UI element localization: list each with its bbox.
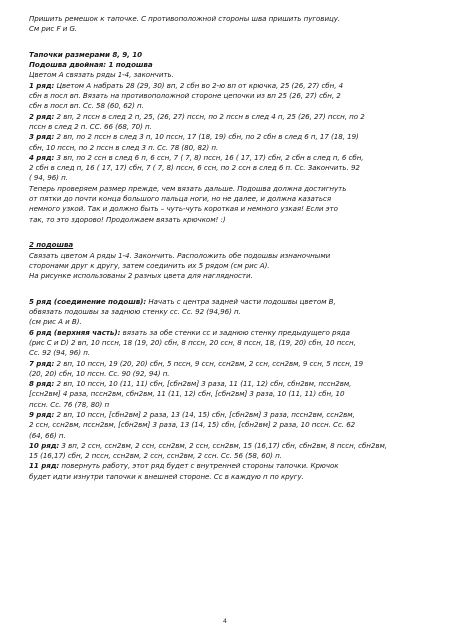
row-1-line: сбн в посл вп. Вязать на противоположной стороне цепочки из вп 25 (26, 27) сбн, 2 (29, 91, 341, 101)
row-4-line: 2 сбн в след п, 16 ( 17, 17) сбн, 7 ( 7, 8) пссн, 6 ссн, по 2 ссн в след 6 п. Сс. Закончить. 92 (29, 163, 360, 173)
row-label: 8 ряд: (29, 379, 55, 389)
row-label: 10 ряд: (29, 440, 60, 450)
sole1-intro: Цветом А связать ряды 1-4, закончить. (29, 70, 174, 80)
row-8-line: 8 ряд: 2 вп, 10 пссн, 10 (11, 11) сбн, [сбн2вм] 3 раза, 11 (11, 12) сбн, сбн2вм, пссн2вм, (29, 379, 352, 389)
sole2-line: На рисунке использованы 2 разных цвета для наглядности. (29, 271, 253, 281)
row-2-line: пссн в след 2 п. СС. 66 (68, 70) п. (29, 121, 152, 131)
note-line: так, то это здорово! Продолжаем вязать крючком! :) (29, 214, 226, 224)
row-label: 11 ряд: (29, 461, 60, 471)
row-10-line: 15 (16,17) сбн, 2 пссн, ссн2вм, 2 ссн, ссн2вм, 2 ссн. Сс. 56 (58, 60) п. (29, 451, 282, 461)
row-11-line: 11 ряд: повернуть работу, этот ряд будет с внутренней стороны тапочки. Крючок (29, 461, 339, 471)
note-line: Теперь проверяем размер прежде, чем вязать дальше. Подошва должна достигнуть (29, 183, 347, 193)
row-9-line: 2 ссн, ссн2вм, пссн2вм, [сбн2вм] 3 раза, 13 (14, 15) сбн, [сбн2вм] 2 раза, 10 пссн. Сс. 62 (29, 420, 356, 430)
note-line: немного узкой. Так и должно быть – чуть-чуть короткая и немного узкая! Если это (29, 204, 338, 214)
row-label: 2 ряд: (29, 111, 55, 121)
row-7-line: (20, 20) сбн, 10 пссн. Сс. 90 (92, 94) п. (29, 368, 170, 378)
intro-line: См рис F и G. (29, 24, 78, 34)
row-5-line: обвязать подошвы за заднюю стенку сс. Сс. 92 (94,96) п. (29, 307, 241, 317)
row-3-line: 3 ряд: 2 вп, по 2 пссн в след 3 п, 10 пссн, 17 (18, 19) сбн, по 2 сбн в след 6 п, 17 (18, 19) (29, 132, 359, 142)
row-1-line: 1 ряд: Цветом А набрать 28 (29, 30) вп, 2 сбн во 2-ю вп от крючка, 25 (26, 27) сбн, 4 (29, 80, 344, 90)
row-9-line: (64, 66) п. (29, 430, 66, 440)
section-title: Тапочки размерами 8, 9, 10 (29, 49, 142, 59)
row-label: 7 ряд: (29, 358, 55, 368)
row-7-line: 7 ряд: 2 вп, 10 пссн, 19 (20, 20) сбн, 5 пссн, 9 ссн, ссн2вм, 2 ссн, ссн2вм, 9 ссн, 5 пссн, 19 (29, 358, 364, 368)
sole2-title: 2 подошва (29, 240, 74, 250)
row-6-line: Сс. 92 (94, 96) п. (29, 348, 90, 358)
row-label: 9 ряд: (29, 409, 55, 419)
row-10-line: 10 ряд: 3 вп, 2 ссн, ссн2вм, 2 ссн, ссн2вм, 2 ссн, ссн2вм, 15 (16,17) сбн, сбн2вм, 8 пссн, сбн2вм, (29, 440, 387, 450)
row-4-line: 4 ряд: 3 вп, по 2 ссн в след 6 п, 6 ссн, 7 ( 7, 8) пссн, 16 ( 17, 17) сбн, 2 сбн в след п, 6 сбн, (29, 152, 364, 162)
row-6-line: 6 ряд (верхняя часть): вязать за обе стенки сс и заднюю стенку предыдущего ряда (29, 327, 350, 337)
row-9-line: 9 ряд: 2 вп, 10 пссн, [сбн2вм] 2 раза, 13 (14, 15) сбн, [сбн2вм] 3 раза, пссн2вм, ссн2вм, (29, 409, 355, 419)
row-2-line: 2 ряд: 2 вп, 2 пссн в след 2 п, 25, (26, 27) пссн, по 2 пссн в след 4 п, 25 (26, 27) пссн, по 2 (29, 111, 365, 121)
sole2-line: Связать цветом А ряды 1-4. Закончить. Расположить обе подошвы изнаночными (29, 250, 331, 260)
sole1-title: Подошва двойная: 1 подошва (29, 60, 153, 70)
row-6-line: (рис С и D) 2 вп, 10 пссн, 18 (19, 20) сбн, 8 пссн, 20 ссн, 8 пссн, 18, (19, 20) сбн, 10 пссн, (29, 337, 356, 347)
row-8-line: пссн. Сс. 76 (78, 80) п (29, 399, 110, 409)
row-label: 3 ряд: (29, 132, 55, 142)
row-label: 1 ряд: (29, 80, 55, 90)
row-8-line: [ссн2вм] 4 раза, пссн2вм, сбн2вм, 11 (11, 12) сбн, [сбн2вм] 3 раза, 10 (11, 11) сбн, 10 (29, 389, 345, 399)
row-5-line: (см рис А и В). (29, 317, 82, 327)
row-3-line: сбн, 10 пссн, по 2 пссн в след 3 п. Сс. 78 (80, 82) п. (29, 142, 219, 152)
row-label: 4 ряд: (29, 152, 55, 162)
row-4-line: ( 94, 96) п. (29, 173, 68, 183)
note-line: от пятки до почти конца большого пальца ноги, но не далее, и должна казаться (29, 194, 332, 204)
row-5-line: 5 ряд (соединение подошв): Начать с центра задней части подошвы цветом B, (29, 296, 336, 306)
row-label: 5 ряд (соединение подошв): (29, 296, 147, 306)
intro-line: Пришить ремешок к тапочке. С противоположной стороны шва пришить пуговицу. (29, 14, 341, 23)
page-number: 4 (222, 617, 228, 625)
row-11-line: будет идти изнутри тапочки к внешней стороне. Сс в каждую п по кругу. (29, 471, 304, 481)
row-label: 6 ряд (верхняя часть): (29, 327, 121, 337)
row-1-line: сбн в посл вп. Сс. 58 (60, 62) п. (29, 101, 144, 111)
sole2-line: сторонами друг к другу, затем соединить их 5 рядом (см рис А). (29, 260, 270, 270)
